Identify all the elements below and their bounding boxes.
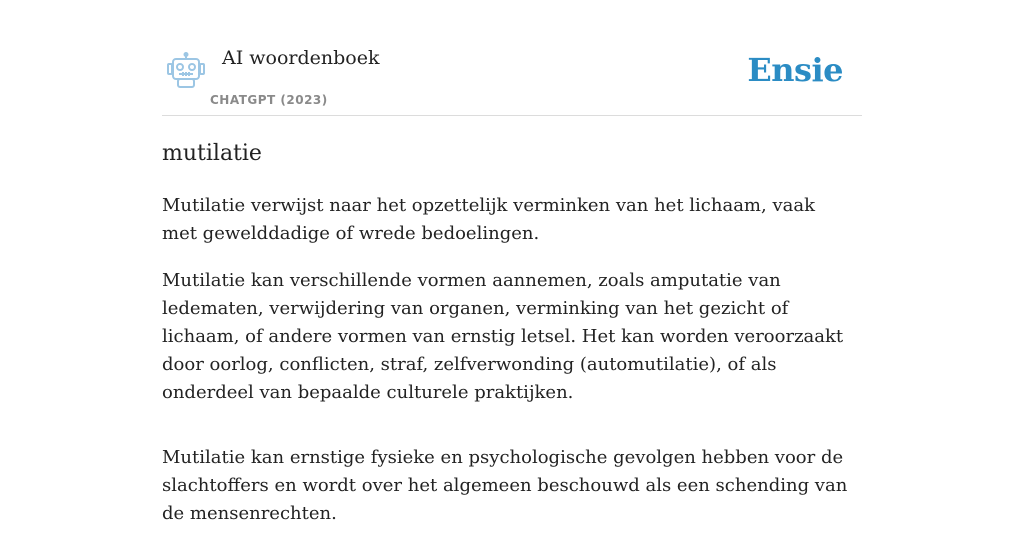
- source-subtitle: CHATGPT (2023): [210, 93, 328, 107]
- robot-icon: [166, 52, 206, 90]
- definition-paragraph: Mutilatie kan verschillende vormen aannemen, zoals amputatie van ledematen, verwijdering van organen, verminking van het gezicht of lichaam, of andere vormen van ernstig letsel. Het kan worden veroorzaakt door oorlog, conflicten, straf, zelfverwonding (automutilatie), of als onderdeel van bepaalde culturele praktijken.: [162, 270, 844, 403]
- definition-paragraph: Mutilatie kan ernstige fysieke en psychologische gevolgen hebben voor de slachtoffers en wordt over het algemeen beschouwd als een schending van de mensenrechten.: [162, 447, 848, 524]
- brand-logo[interactable]: Ensie: [747, 51, 843, 89]
- entry-term: mutilatie: [162, 141, 262, 166]
- source-title[interactable]: AI woordenboek: [222, 47, 380, 69]
- source-header: [162, 40, 862, 116]
- entry-definition: [162, 192, 852, 547]
- definition-paragraph: Mutilatie verwijst naar het opzettelijk verminken van het lichaam, vaak met gewelddadige of wrede bedoelingen.: [162, 195, 815, 244]
